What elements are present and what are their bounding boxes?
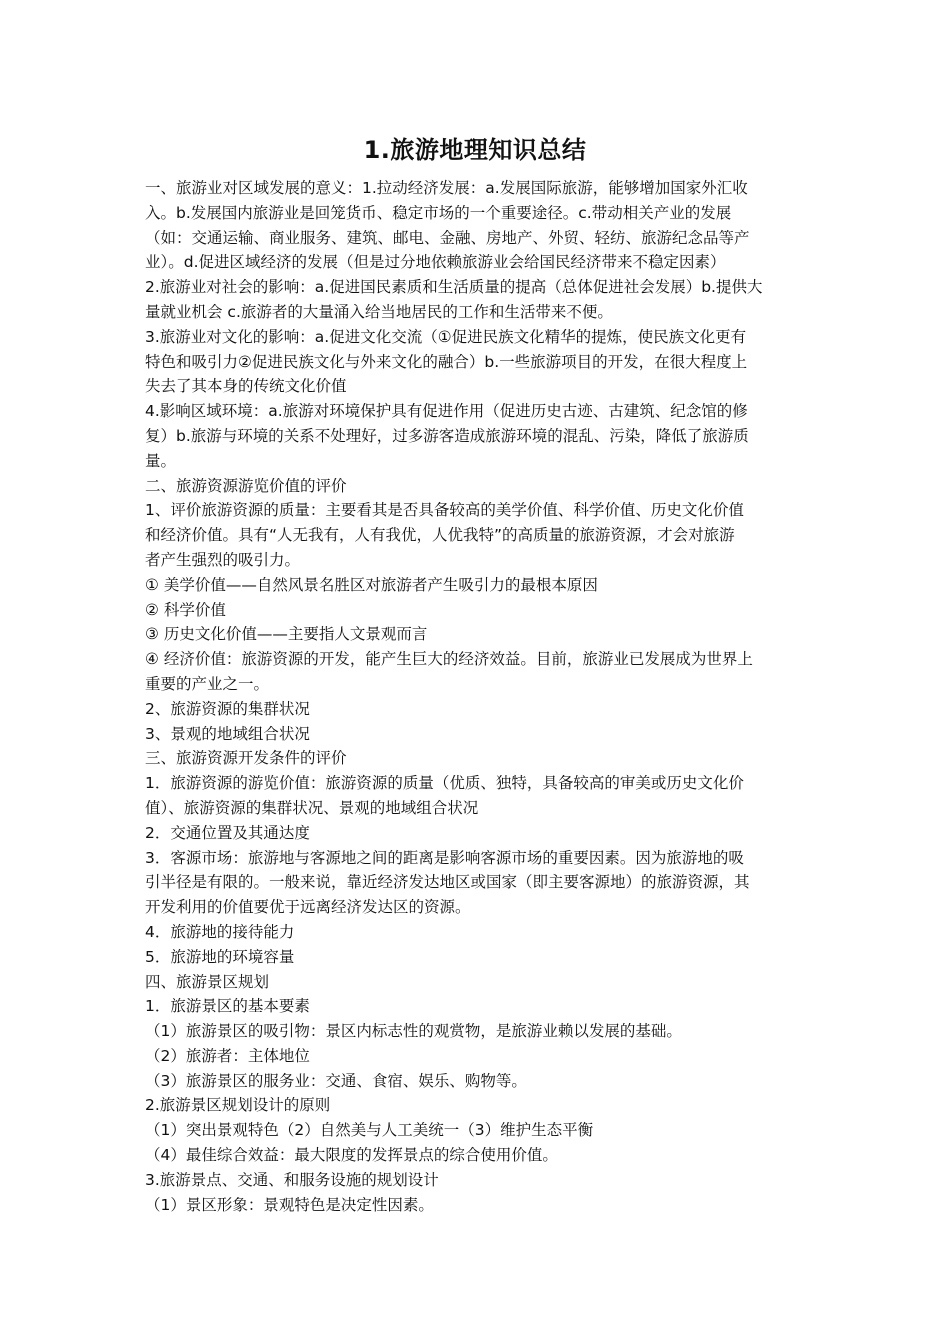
text-line: 量就业机会 c.旅游者的大量涌入给当地居民的工作和生活带来不便。 bbox=[145, 302, 613, 321]
text-line: 2.旅游业对社会的影响：a.促进国民素质和生活质量的提高（总体促进社会发展）b.提供大 bbox=[145, 278, 763, 297]
text-line: 4.影响区域环境：a.旅游对环境保护具有促进作用（促进历史古迹、古建筑、纪念馆的修 bbox=[145, 402, 748, 421]
text-line: 1．旅游资源的游览价值：旅游资源的质量（优质、独特，具备较高的审美或历史文化价 bbox=[145, 774, 744, 793]
text-line: 量。 bbox=[145, 451, 177, 470]
text-line: （1）旅游景区的吸引物：景区内标志性的观赏物，是旅游业赖以发展的基础。 bbox=[145, 1022, 682, 1041]
text-line: 开发利用的价值要优于远离经济发达区的资源。 bbox=[145, 898, 471, 917]
text-line: ② 科学价值 bbox=[145, 600, 226, 619]
text-line: 二、旅游资源游览价值的评价 bbox=[145, 476, 347, 495]
text-line: （4）最佳综合效益：最大限度的发挥景点的综合使用价值。 bbox=[145, 1146, 558, 1165]
text-line: 5．旅游地的环境容量 bbox=[145, 947, 295, 966]
text-line: 失去了其本身的传统文化价值 bbox=[145, 377, 347, 396]
text-line: 重要的产业之一。 bbox=[145, 674, 270, 693]
text-line: 2、旅游资源的集群状况 bbox=[145, 699, 310, 718]
text-line: 四、旅游景区规划 bbox=[145, 972, 270, 991]
text-line: 2．交通位置及其通达度 bbox=[145, 823, 310, 842]
document-title: 1.旅游地理知识总结 bbox=[363, 136, 587, 164]
text-line: （1）突出景观特色（2）自然美与人工美统一（3）维护生态平衡 bbox=[145, 1121, 594, 1140]
text-line: 3、景观的地域组合状况 bbox=[145, 724, 310, 743]
document-body bbox=[145, 176, 807, 1217]
text-line: 和经济价值。具有“人无我有，人有我优，人优我特”的高质量的旅游资源，才会对旅游 bbox=[145, 526, 735, 545]
text-line: ① 美学价值——自然风景名胜区对旅游者产生吸引力的最根本原因 bbox=[145, 575, 598, 594]
text-line: 特色和吸引力②促进民族文化与外来文化的融合）b.一些旅游项目的开发，在很大程度上 bbox=[145, 352, 748, 371]
text-line: 3.旅游业对文化的影响：a.促进文化交流（①促进民族文化精华的提炼，使民族文化更有 bbox=[145, 327, 747, 346]
text-line: 入。b.发展国内旅游业是回笼货币、稳定市场的一个重要途径。c.带动相关产业的发展 bbox=[145, 203, 732, 222]
text-line: 三、旅游资源开发条件的评价 bbox=[145, 749, 347, 768]
text-line: 一、旅游业对区域发展的意义：1.拉动经济发展：a.发展国际旅游，能够增加国家外汇收 bbox=[145, 179, 748, 197]
text-line: 3.旅游景点、交通、和服务设施的规划设计 bbox=[145, 1170, 439, 1189]
text-line: （1）景区形象：景观特色是决定性因素。 bbox=[145, 1195, 434, 1214]
text-line: 3．客源市场：旅游地与客源地之间的距离是影响客源市场的重要因素。因为旅游地的吸 bbox=[145, 848, 744, 867]
text-line: 引半径是有限的。一般来说，靠近经济发达地区或国家（即主要客源地）的旅游资源，其 bbox=[145, 873, 750, 892]
text-line: 值）、旅游资源的集群状况、景观的地域组合状况 bbox=[145, 798, 479, 817]
text-line: 1．旅游景区的基本要素 bbox=[145, 997, 310, 1016]
text-line: （2）旅游者：主体地位 bbox=[145, 1046, 310, 1065]
text-line: 者产生强烈的吸引力。 bbox=[145, 550, 301, 569]
text-line: ③ 历史文化价值——主要指人文景观而言 bbox=[145, 625, 428, 644]
text-line: 复）b.旅游与环境的关系不处理好，过多游客造成旅游环境的混乱、污染，降低了旅游质 bbox=[145, 426, 749, 445]
text-line: ④ 经济价值：旅游资源的开发，能产生巨大的经济效益。目前，旅游业已发展成为世界上 bbox=[145, 650, 753, 669]
text-line: （如：交通运输、商业服务、建筑、邮电、金融、房地产、外贸、轻纺、旅游纪念品等产 bbox=[145, 228, 750, 247]
text-line: 1、评价旅游资源的质量：主要看其是否具备较高的美学价值、科学价值、历史文化价值 bbox=[145, 501, 744, 520]
text-line: （3）旅游景区的服务业：交通、食宿、娱乐、购物等。 bbox=[145, 1071, 527, 1090]
text-line: 业）。d.促进区域经济的发展（但是过分地依赖旅游业会给国民经济带来不稳定因素） bbox=[145, 253, 726, 272]
text-line: 2.旅游景区规划设计的原则 bbox=[145, 1096, 331, 1115]
text-line: 4．旅游地的接待能力 bbox=[145, 922, 295, 941]
